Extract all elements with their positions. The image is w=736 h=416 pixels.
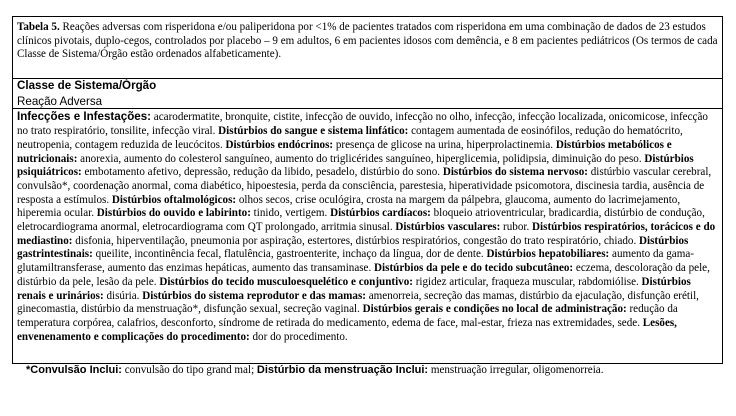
group-text: bloqueio atrioventricular, bradicardia, distúrbio de condução, eletrocardiograma anormal, eletrocardiograma com QT prolongado, arritmia sinusal. bbox=[17, 207, 705, 234]
body-cell bbox=[13, 109, 723, 364]
footnote-convulsao-label: *Convulsão Inclui: bbox=[26, 364, 122, 377]
group-title: Distúrbios do sangue e sistema linfático: bbox=[218, 125, 409, 138]
group-text: rubor. bbox=[500, 221, 533, 234]
group-text: rigidez articular, fraqueza muscular, rabdomiólise. bbox=[412, 275, 642, 288]
group-text: amenorreia, secreção das mamas, distúrbio da ejaculação, disfunção erétil, ginecomastia, distúrbio da menstruação*, disfunção sexual, secreção vaginal. bbox=[17, 289, 699, 316]
group-title: Distúrbios do sistema reprodutor e das mamas: bbox=[142, 289, 366, 302]
footnote bbox=[12, 364, 723, 378]
group-title: Distúrbios gastrintestinais: bbox=[17, 234, 689, 261]
group-title: Lesões, envenenamento e complicações do procedimento: bbox=[17, 316, 677, 343]
column-header-class: Classe de Sistema/Órgão bbox=[17, 79, 157, 92]
group-title: Distúrbios cardíacos: bbox=[330, 207, 431, 220]
table-caption: Reações adversas com risperidona e/ou paliperidona por <1% de pacientes tratados com risperidona em uma combinação de dados de 23 estudos clínicos pivotais, duplo-cegos, controlados por placebo – 9 em adultos, 6 em pacientes idosos com demência, e 8 em pacientes pediátricos (Os termos de cada Classe de Sistema/Órgão estão ordenados alfabeticamente). bbox=[17, 21, 718, 61]
group-text: aumento da gama-glutamiltransferase, aumento das enzimas hepáticas, aumento das transaminase. bbox=[17, 248, 694, 275]
group-title: Distúrbios do ouvido e labirinto: bbox=[96, 207, 251, 220]
header-cell bbox=[13, 79, 723, 109]
group-title: Distúrbios renais e urinários: bbox=[17, 275, 691, 302]
footnote-menstruacao-text: menstruação irregular, oligomenorreia. bbox=[428, 364, 604, 377]
footnote-menstruacao-label: Distúrbio da menstruação Inclui: bbox=[256, 364, 429, 377]
footnote-convulsao-text: convulsão do tipo grand mal; bbox=[121, 364, 257, 377]
group-title: Distúrbios oftalmológicos: bbox=[111, 193, 237, 206]
group-text: redução da temperatura corpórea, calafrios, desconforto, síndrome de retirada do medicamento, edema de face, mal-estar, frieza nas extremidades, sede. bbox=[17, 303, 678, 329]
group-text: olhos secos, crise oculógira, crosta na margem da pálpebra, glaucoma, aumento do lacrimejamento, hiperemia ocular. bbox=[17, 193, 681, 220]
group-text: contagem aumentada de eosinófilos, redução do hematócrito, neutropenia, contagem reduzida de leucócitos. bbox=[17, 125, 683, 151]
group-text: embotamento afetivo, depressão, redução da libido, pesadelo, distúrbio do sono. bbox=[81, 166, 443, 179]
group-title: Distúrbios do sistema nervoso: bbox=[442, 166, 588, 179]
table-container bbox=[12, 4, 723, 378]
group-title: Infecções e Infestações: bbox=[17, 110, 152, 124]
group-title: Distúrbios metabólicos e nutricionais: bbox=[17, 138, 672, 165]
group-title: Distúrbios psiquiátricos: bbox=[17, 152, 694, 179]
group-title: Distúrbios do tecido musculoesquelético e conjuntivo: bbox=[159, 275, 413, 288]
group-text: tinido, vertigem. bbox=[250, 207, 331, 220]
group-text: disfonia, hiperventilação, pneumonia por aspiração, estertores, distúrbios respiratórios, congestão do trato respiratório, chiado. bbox=[72, 234, 640, 247]
group-text: queilite, incontinência fecal, flatulência, gastroenterite, inchaço da língua, dor de dente. bbox=[92, 248, 487, 261]
group-text: acarodermatite, bronquite, cistite, infecção de ouvido, infecção no olho, infecção, infecção localizada, onicomicose, infecção no trato respiratório, tonsilite, infecção viral. bbox=[17, 111, 708, 138]
group-title: Distúrbios da pele e do tecido subcutâneo: bbox=[374, 262, 574, 275]
group-title: Distúrbios endócrinos: bbox=[225, 138, 334, 151]
group-text: disúria. bbox=[103, 289, 143, 302]
group-text: distúrbio vascular cerebral, convulsão*, coordenação anormal, coma diabético, hipoestesia, perda da consciência, parestesia, hiperatividade psicomotora, discinesia tardia, ausência de resposta a estímulos. bbox=[17, 166, 712, 206]
group-text: eczema, descoloração da pele, distúrbio da pele, lesão da pele. bbox=[17, 262, 710, 288]
group-title: Distúrbios hepatobiliares: bbox=[486, 248, 610, 261]
group-text: dor do procedimento. bbox=[249, 330, 348, 343]
group-title: Distúrbios gerais e condições no local de administração: bbox=[362, 303, 627, 316]
caption-cell bbox=[13, 17, 723, 79]
body-row bbox=[13, 109, 723, 364]
column-header-reaction: Reação Adversa bbox=[17, 94, 103, 108]
group-title: Distúrbios respiratórios, torácicos e do mediastino: bbox=[17, 221, 716, 247]
group-text: presença de glicose na urina, hiperprolactinemia. bbox=[333, 138, 556, 151]
header-row bbox=[13, 79, 723, 109]
caption-row bbox=[13, 17, 723, 79]
group-text: anorexia, aumento do colesterol sanguíneo, aumento do triglicérides sanguíneo, hiperglicemia, polidipsia, diminuição do peso. bbox=[77, 152, 645, 165]
group-title: Distúrbios vasculares: bbox=[395, 221, 501, 234]
table-label: Tabela 5. bbox=[17, 21, 60, 33]
adverse-reactions-table bbox=[12, 16, 723, 364]
